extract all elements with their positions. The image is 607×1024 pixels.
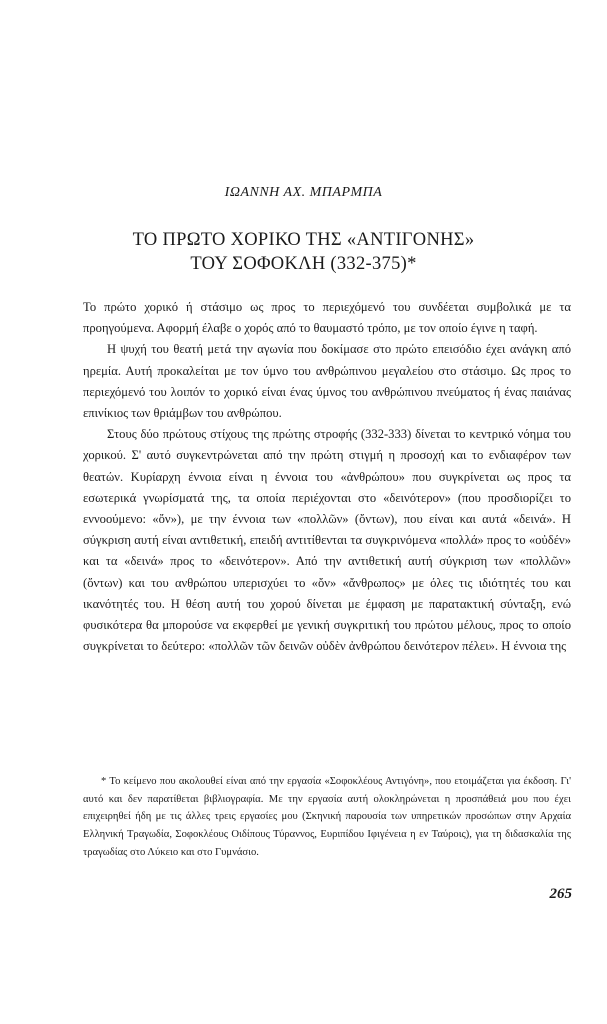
paragraph-3: Στους δύο πρώτους στίχους της πρώτης στροφής (332-333) δίνεται το κεντρικό νόημα του χορικού. Σ' αυτό συγκεντρώνεται από την πρώτη στιγμή η προσοχή και το ενδιαφέρον των θεατών. Κυρίαρχη έννοια είναι η έννοια του «ἀνθρώπου» που συγκρίνεται ως προς τα εσωτερικά γνωρίσματά της, τα οποία περιέχονται στο «δεινότερον» (που προσδιορίζει το εννοούμενο: «ὄν»), με την έννοια των «πολλῶν» (ὄντων), που είναι και αυτά «δεινά». Η σύγκριση αυτή είναι αντιθετική, επειδή αντιτίθενται τα συγκρινόμενα «πολλά» προς το «οὐδέν» και τα «δεινά» προς το «δεινότερον». Από την αντιθετική αυτή σύγκριση των «πολλῶν» (ὄντων) και του ανθρώπου υπερισχύει το «ὄν» «ἄνθρωπος» με όλες τις ιδιότητές του και ικανότητές του. Η θέση αυτή του χορού δίνεται με έμφαση με παρατακτική σύνταξη, ενώ φυσικότερα θα μπορούσε να εκφερθεί με γενική συγκριτική του πρώτου μέλους, προς το οποίο συγκρίνεται το δεύτερο: «πολλῶν τῶν δεινῶν οὐδὲν ἀνθρώπου δεινότερον πέλει». Η έννοια της bbox=[83, 427, 571, 654]
page-number: 265 bbox=[549, 886, 572, 902]
paragraph-2: Η ψυχή του θεατή μετά την αγωνία που δοκίμασε στο πρώτο επεισόδιο έχει ανάγκη από ηρεμία. Αυτή προκαλείται με τον ύμνο του ανθρώπινου μεγαλείου στο στάσιμο. Ως προς το περιεχόμενό του λοιπόν το χορικό είναι ένας ύμνος του ανθρώπινου πνεύματος ή ένας παιάνας επινίκιος των θριάμβων του ανθρώπου. bbox=[83, 342, 571, 421]
author-name: ΙΩΑΝΝΗ ΑΧ. ΜΠΑΡΜΠΑ bbox=[224, 185, 383, 200]
article-title bbox=[0, 228, 607, 276]
title-line-1: ΤΟ ΠΡΩΤΟ ΧΟΡΙΚΟ ΤΗΣ «ΑΝΤΙΓΟΝΗΣ» bbox=[132, 230, 475, 250]
paragraph-1: Το πρώτο χορικό ή στάσιμο ως προς το περιεχόμενό του συνδέεται συμβολικά με τα προηγούμενα. Αφορμή έλαβε ο χορός από το θαυμαστό τρόπο, με τον οποίο έγινε η ταφή. bbox=[83, 300, 571, 336]
title-line-2: ΤΟΥ ΣΟΦΟΚΛΗ (332-375)* bbox=[190, 254, 417, 274]
body-text bbox=[83, 297, 571, 657]
footnote bbox=[83, 773, 571, 862]
footnote-text: * Το κείμενο που ακολουθεί είναι από την εργασία «Σοφοκλέους Αντιγόνη», που ετοιμάζεται για έκδοση. Γι' αυτό και δεν παρατίθεται βιβλιογραφία. Με την εργασία αυτή ολοκληρώνεται η προσπάθειά μου που έχει επιχειρηθεί ήδη με τις άλλες τρεις εργασίες μου (Σκηνική παρουσία των υπηρετικών προσώπων στην Αρχαία Ελληνική Τραγωδία, Σοφοκλέους Οιδίπους Τύραννος, Ευριπίδου Ιφιγένεια η εν Ταύροις), για τη διδασκαλία της τραγωδίας στο Λύκειο και στο Γυμνάσιο. bbox=[83, 776, 571, 858]
